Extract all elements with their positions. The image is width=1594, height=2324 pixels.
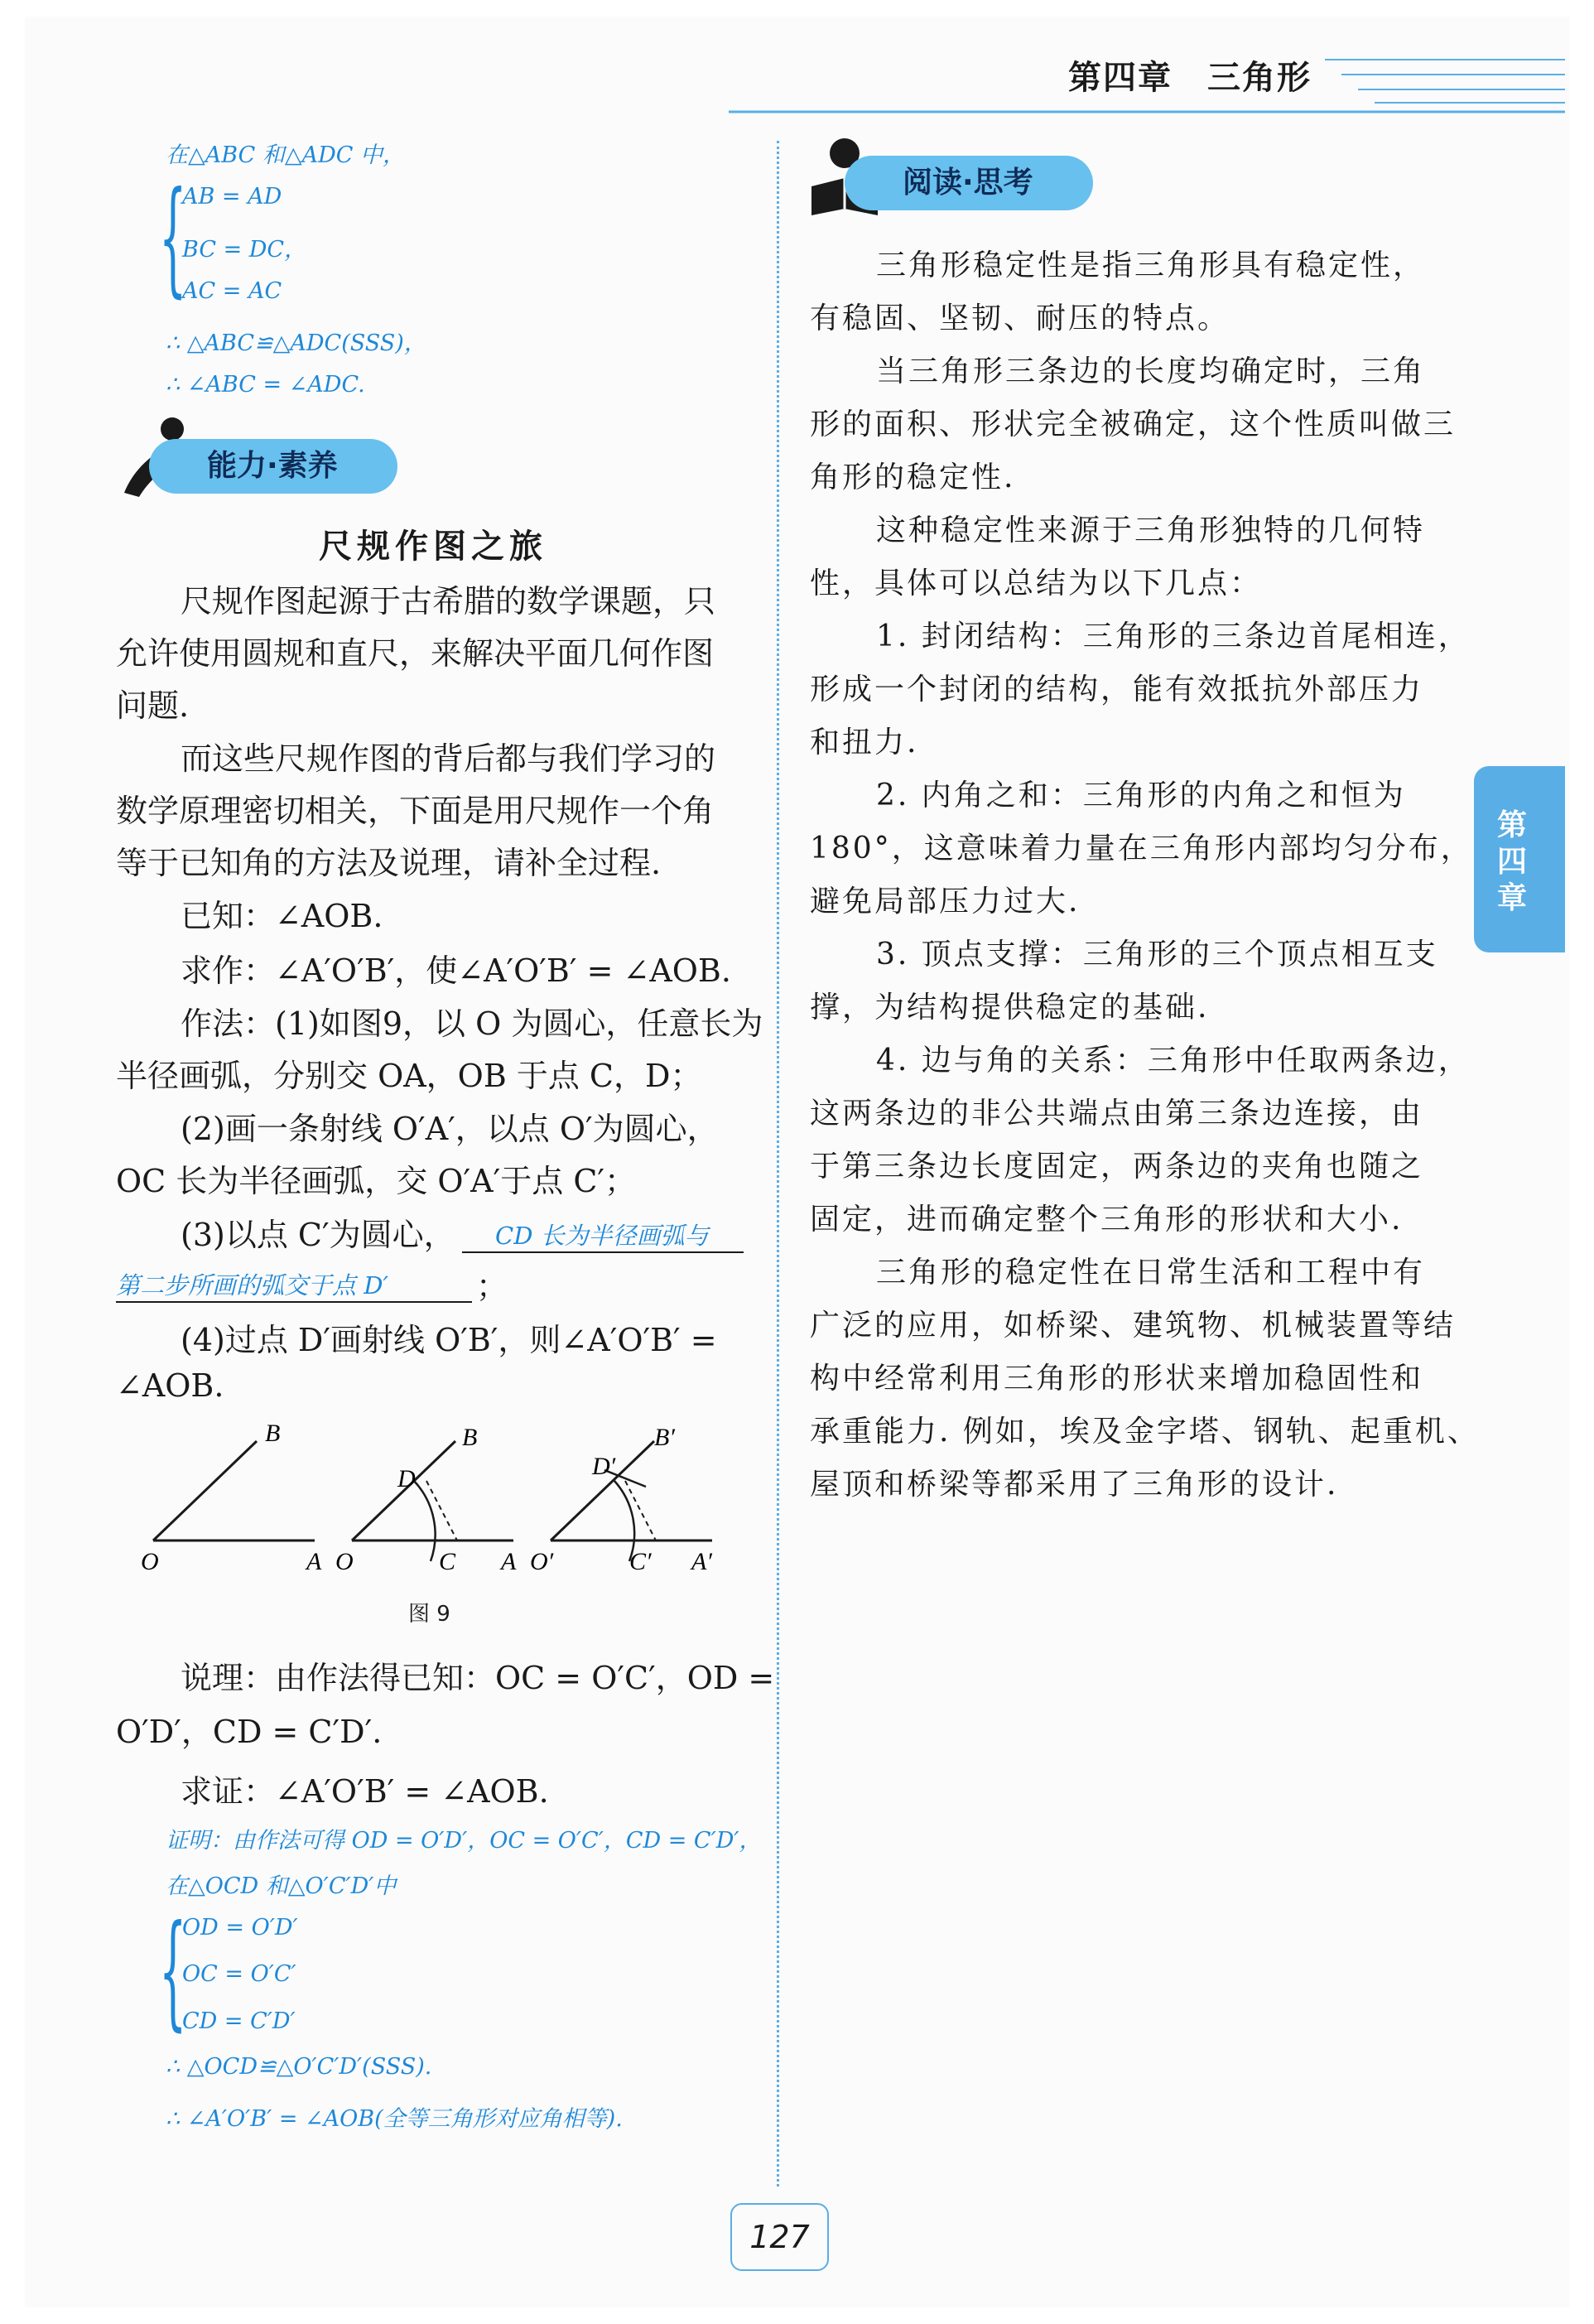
paragraph-line: 形成一个封闭的结构，能有效抵抗外部压力 — [810, 673, 1424, 706]
label-c-prime: C′ — [629, 1548, 652, 1574]
header-decoration — [729, 50, 1565, 116]
paragraph-line: 3. 顶点支撑：三角形的三个顶点相互支 — [876, 938, 1438, 972]
paragraph-line: 而这些尺规作图的背后都与我们学习的 — [181, 740, 716, 777]
answer-line: 在△OCD 和△O′C′D′中 — [166, 1873, 397, 1899]
paragraph-line: 当三角形三条边的长度均确定时，三角 — [876, 354, 1426, 388]
paragraph-line: ∠AOB. — [116, 1367, 224, 1404]
answer-line: 在△ABC 和△ADC 中， — [166, 142, 405, 168]
angle-construction-2 — [551, 1441, 712, 1561]
paragraph-line: 三角形的稳定性在日常生活和工程中有 — [876, 1256, 1426, 1290]
label-b-prime: B′ — [654, 1424, 675, 1451]
answer-line: CD = C′D′ — [182, 2008, 296, 2034]
paragraph-line: 有稳固、坚韧、耐压的特点。 — [810, 301, 1230, 335]
label-a: A — [306, 1548, 322, 1574]
figure-caption: 图 9 — [408, 1602, 450, 1627]
paragraph-line: (2)画一条射线 O′A′，以点 O′为圆心， — [181, 1111, 719, 1147]
proof-line: 求证：∠A′O′B′ = ∠AOB. — [181, 1773, 549, 1810]
label-d: D — [397, 1465, 416, 1492]
fill-in-answer: 第二步所画的弧交于点 D′ — [116, 1267, 472, 1303]
paragraph-line: 等于已知角的方法及说理，请补全过程. — [116, 845, 662, 881]
paragraph-line: 问题. — [116, 687, 190, 724]
proof-line: 说理：由作法得已知：OC = O′C′，OD = — [181, 1660, 775, 1696]
answer-line: OC = O′C′ — [182, 1961, 296, 1987]
paragraph-line: 求作：∠A′O′B′，使∠A′O′B′ = ∠AOB. — [181, 952, 731, 989]
figure-9 — [132, 1408, 729, 1574]
paragraph-line: 屋顶和桥梁等都采用了三角形的设计. — [810, 1468, 1339, 1502]
paragraph-line: 避免局部压力过大. — [810, 885, 1081, 919]
chapter-side-tab[interactable] — [1474, 766, 1565, 952]
label-a: A — [501, 1548, 517, 1574]
answer-line: ∴ △ABC≌△ADC(SSS)， — [166, 330, 426, 356]
label-o: O — [335, 1548, 354, 1574]
answer-line: BC = DC， — [182, 237, 307, 263]
paragraph-line: 于第三条边长度固定，两条边的夹角也随之 — [810, 1150, 1424, 1184]
paragraph-line: 这两条边的非公共端点由第三条边连接，由 — [810, 1097, 1424, 1131]
paragraph-line: 作法：(1)如图9，以 O 为圆心，任意长为 — [181, 1005, 763, 1042]
angle-construction-1 — [352, 1441, 513, 1561]
label-o: O — [141, 1548, 159, 1574]
column-divider — [777, 141, 779, 2187]
paragraph-line: 180°，这意味着力量在三角形内部均匀分布， — [810, 832, 1473, 865]
paragraph-line: 广泛的应用，如桥梁、建筑物、机械装置等结 — [810, 1309, 1457, 1343]
paragraph-line: 半径画弧，分别交 OA，OB 于点 C，D； — [116, 1058, 702, 1094]
section-badge-ability: 能力·素养 — [149, 439, 397, 494]
answer-line: OD = O′D′ — [182, 1915, 298, 1941]
paragraph-line: 性，具体可以总结为以下几点： — [810, 567, 1263, 600]
paragraph-line: (3)以点 C′为圆心， — [181, 1217, 455, 1253]
paragraph-line: 已知：∠AOB. — [181, 898, 383, 934]
paragraph-line: 数学原理密切相关，下面是用尺规作一个角 — [116, 793, 715, 829]
label-o-prime: O′ — [530, 1548, 554, 1574]
proof-line: O′D′，CD = C′D′. — [116, 1714, 383, 1750]
paragraph-line: 尺规作图起源于古希腊的数学课题，只 — [181, 583, 716, 620]
page-number: 127 — [730, 2203, 829, 2271]
section-badge-reading: 阅读·思考 — [845, 156, 1093, 210]
paragraph-line: 固定，进而确定整个三角形的形状和大小. — [810, 1203, 1404, 1237]
angle-aob — [153, 1441, 315, 1540]
answer-brace: { — [159, 166, 187, 310]
fill-end: ； — [476, 1268, 508, 1304]
paragraph-line: OC 长为半径画弧，交 O′A′于点 C′； — [116, 1163, 637, 1199]
label-b: B — [462, 1424, 478, 1451]
answer-line: ∴ ∠ABC = ∠ADC. — [166, 372, 365, 398]
paragraph-line: 角形的稳定性. — [810, 460, 1016, 494]
paragraph-line: 承重能力. 例如，埃及金字塔、钢轨、起重机、 — [810, 1415, 1480, 1449]
paragraph-line: 4. 边与角的关系：三角形中任取两条边， — [876, 1044, 1471, 1078]
answer-line: AB = AD — [182, 184, 282, 210]
paragraph-line: 撑，为结构提供稳定的基础. — [810, 991, 1210, 1025]
answer-line: 证明：由作法可得 OD = O′D′，OC = O′C′，CD = C′D′， — [166, 1828, 762, 1854]
label-c: C — [439, 1548, 456, 1574]
chapter-header-title: 第四章 三角形 — [1068, 59, 1312, 97]
paragraph-line: 这种稳定性来源于三角形独特的几何特 — [876, 513, 1426, 547]
chapter-side-tab-label: 第四章 — [1497, 808, 1528, 915]
label-b: B — [265, 1420, 281, 1447]
paragraph-line: 2. 内角之和：三角形的内角之和恒为 — [876, 779, 1406, 812]
paragraph-line: (4)过点 D′画射线 O′B′，则∠A′O′B′ = — [181, 1322, 717, 1358]
answer-line: AC = AC — [182, 278, 282, 304]
answer-line: ∴ △OCD≌△O′C′D′(SSS). — [166, 2054, 432, 2080]
paragraph-line: 允许使用圆规和直尺，来解决平面几何作图 — [116, 635, 715, 672]
paragraph-line: 和扭力. — [810, 726, 919, 759]
answer-brace: { — [159, 1899, 187, 2043]
section-title: 尺规作图之旅 — [319, 527, 547, 566]
paragraph-line: 1. 封闭结构：三角形的三条边首尾相连， — [876, 620, 1471, 653]
paragraph-line: 形的面积、形状完全被确定，这个性质叫做三 — [810, 407, 1457, 441]
answer-line: ∴ ∠A′O′B′ = ∠AOB(全等三角形对应角相等). — [166, 2106, 623, 2132]
label-d-prime: D′ — [592, 1453, 616, 1480]
fill-in-answer: CD 长为半径画弧与 — [462, 1217, 744, 1253]
label-a-prime: A′ — [691, 1548, 712, 1574]
paragraph-line: 三角形稳定性是指三角形具有稳定性， — [876, 248, 1426, 282]
paragraph-line: 构中经常利用三角形的形状来增加稳固性和 — [810, 1362, 1424, 1396]
